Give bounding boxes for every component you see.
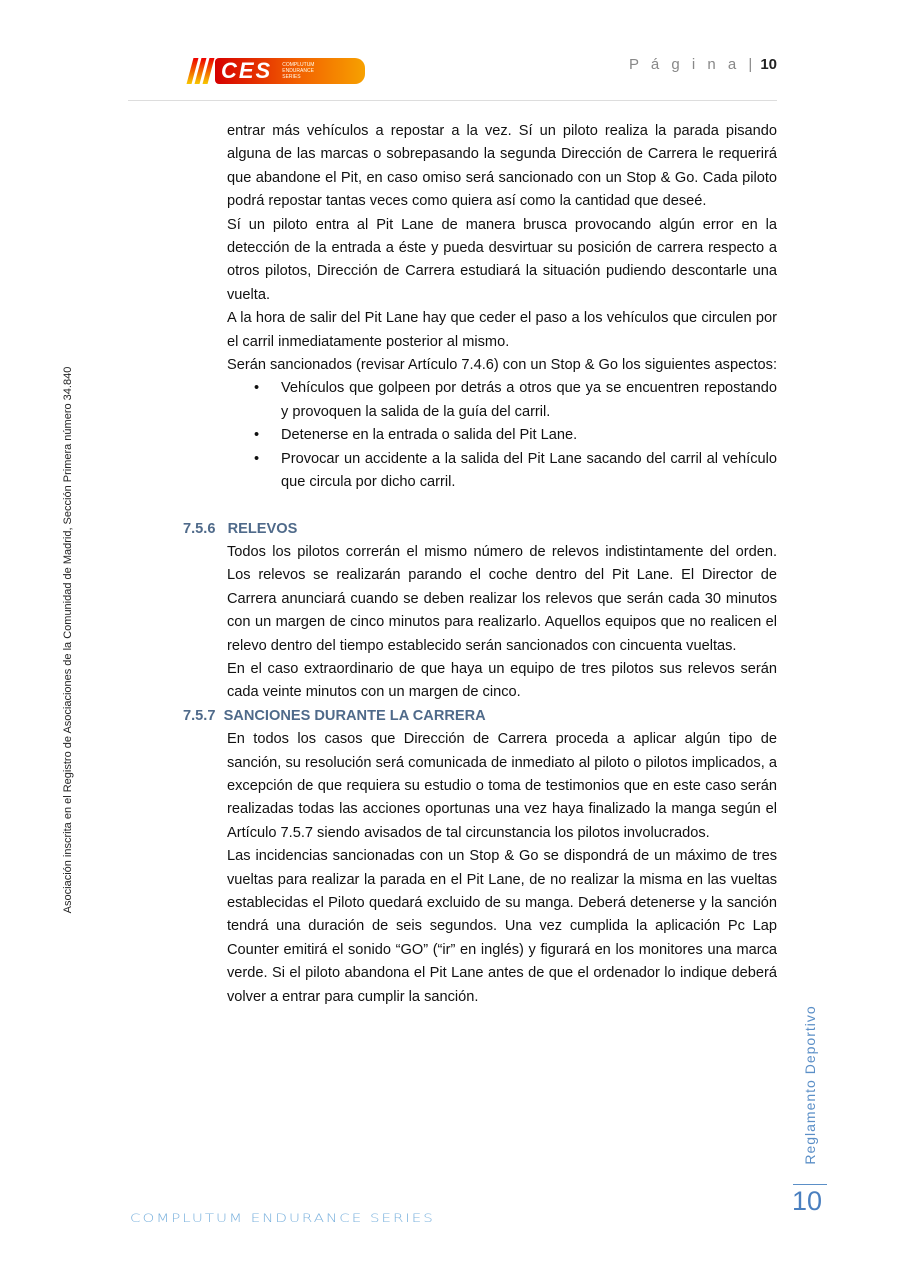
paragraph: Las incidencias sancionadas con un Stop & Go se dispondrá de un máximo de tres vueltas para realizar la parada en el Pit Lane, de no realizar la misma en las vueltas establecidas el Piloto quedará excluido de su manga. Deberá detenerse y la sanción tendrá una duración de seis segundos. Una vez cumplida la aplicación Pc Lap Counter emitirá el sonido “GO” (“ir” en inglés) y figurará en los monitores una marca verde. Si el piloto abandona el Pit Lane antes de que el ordenador lo indique deberá volver a entrar para cumplir la sanción. (227, 848, 777, 1005)
list-item: • Vehículos que golpeen por detrás a otros que ya se encuentren repostando y provoquen la salida de la guía del carril. (281, 377, 777, 424)
section-heading-relevos: 7.5.6 RELEVOS (183, 520, 298, 537)
page-number: 10 (760, 56, 777, 73)
logo-subtext (282, 62, 314, 80)
logo-sub-1: COMPLUTUM (282, 62, 315, 68)
paragraph: En todos los casos que Dirección de Carrera proceda a aplicar algún tipo de sanción, su resolución será comunicada de inmediato al piloto o pilotos implicados, a excepción de que requiera su estudio o toma de testimonios que en este caso serán realizadas todas las acciones oportunas una vez haya finalizado la manga según el Artículo 7.5.7 siendo avisados de tal circunstancia los pilotos involucrados. (227, 731, 777, 841)
list-item: • Provocar un accidente a la salida del Pit Lane sacando del carril al vehículo que circula por dicho carril. (281, 448, 777, 495)
logo-badge (215, 58, 365, 84)
document-body (183, 120, 777, 1009)
paragraph: Sí un piloto entra al Pit Lane de manera brusca provocando algún error en la detección de la entrada a éste y pueda desvirtuar su posición de carrera respecto a otros pilotos, Dirección de Carrera estudiará la situación pudiendo descontarle una vuelta. (227, 216, 777, 303)
logo-sub-2: ENDURANCE (282, 68, 314, 74)
list-item: • Detenerse en la entrada o salida del Pit Lane. (281, 424, 777, 447)
section-label: Reglamento Deportivo (802, 1005, 818, 1165)
paragraph: En el caso extraordinario de que haya un equipo de tres pilotos sus relevos serán cada veinte minutos con un margen de cinco. (227, 660, 777, 701)
bullet-list (183, 377, 777, 494)
paragraph: Todos los pilotos correrán el mismo número de relevos indistintamente del orden. Los relevos se realizarán parando el coche dentro del Pit Lane. El Director de Carrera anunciará cuando se deben realizar los relevos que serán cada 30 minutos con un margen de cinco minutos para realizarlo. Aquellos equipos que no realicen el relevo dentro del tiempo establecido serán sancionados con cincuenta vueltas. (227, 543, 777, 654)
paragraph: A la hora de salir del Pit Lane hay que ceder el paso a los vehículos que circulen por el carril inmediatamente posterior al mismo. (227, 310, 777, 350)
header-page-number (629, 56, 777, 73)
header-divider (128, 100, 777, 101)
footer-divider (793, 1184, 827, 1185)
paragraph: entrar más vehículos a repostar a la vez. Sí un piloto realiza la parada pisando alguna de las marcas o sobrepasando la segunda Dirección de Carrera le requerirá que abandone el Pit, en caso omiso será sancionado con un Stop & Go. Cada piloto podrá repostar tantas veces como quiera así como la cantidad que deseé. (227, 123, 777, 210)
paragraph: Serán sancionados (revisar Artículo 7.4.6) con un Stop & Go los siguientes aspectos: (227, 357, 778, 374)
side-note: Asociación inscrita en el Registro de Asociaciones de la Comunidad de Madrid, Sección Primera número 34.840 (62, 366, 74, 914)
series-name: COMPLUTUM ENDURANCE SERIES (130, 1211, 435, 1225)
logo-stripes (190, 58, 211, 84)
section-heading-sanciones: 7.5.7 SANCIONES DURANTE LA CARRERA (183, 707, 486, 724)
logo-sub-3: SERIES (282, 74, 301, 80)
ces-logo (190, 56, 365, 86)
footer-page-number: 10 (792, 1186, 823, 1216)
logo-text: CES (221, 58, 273, 83)
page-label: P á g i n a | (628, 56, 757, 73)
